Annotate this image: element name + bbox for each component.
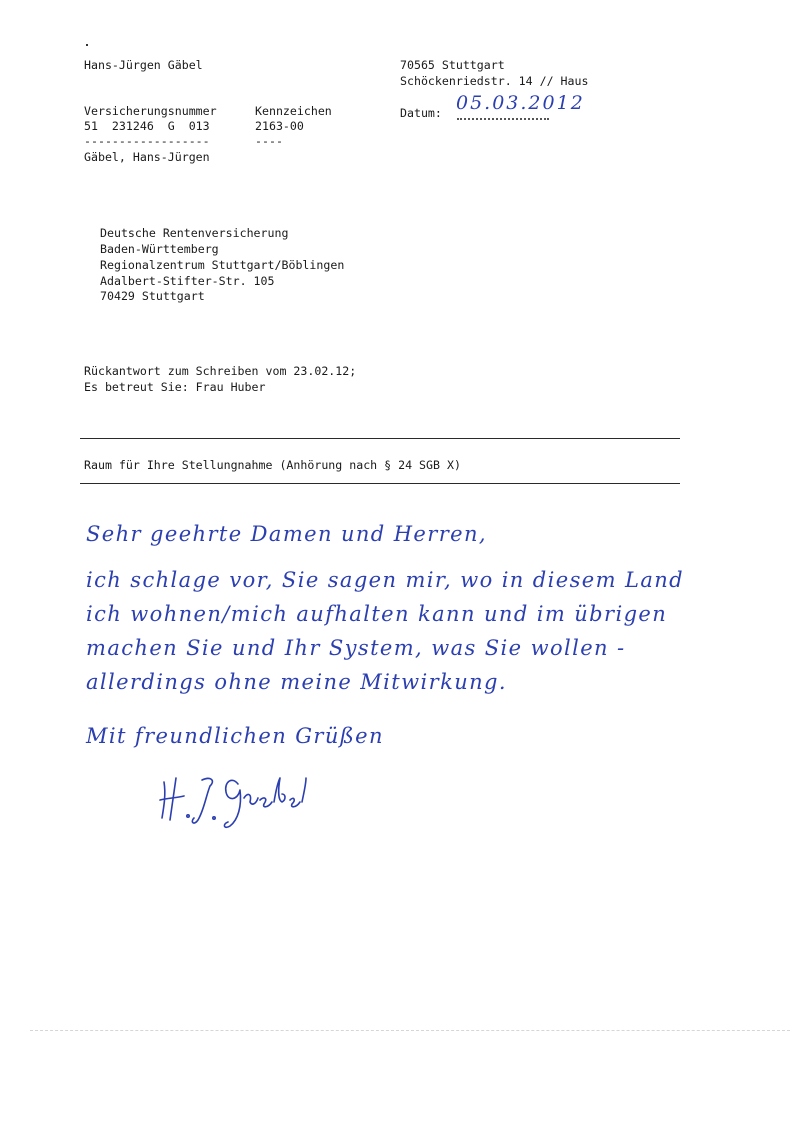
plate-value: 2163-00 (255, 119, 304, 133)
recipient-line: Deutsche Rentenversicherung (100, 226, 289, 240)
handwritten-closing: Mit freundlichen Grüßen (86, 724, 384, 748)
scan-artifact-line (30, 1030, 790, 1031)
statement-bottom-rule (80, 483, 680, 484)
date-label: Datum: (400, 106, 442, 120)
recipient-line: 70429 Stuttgart (100, 289, 205, 303)
insurance-number-label: Versicherungsnummer (84, 104, 217, 118)
insurance-number-value: 51 231246 G 013 (84, 119, 210, 133)
holder-name: Gäbel, Hans-Jürgen (84, 150, 210, 164)
statement-label: Raum für Ihre Stellungnahme (Anhörung nach § 24 SGB X) (84, 458, 461, 472)
handwritten-salutation: Sehr geehrte Damen und Herren, (86, 522, 487, 546)
recipient-line: Adalbert-Stifter-Str. 105 (100, 274, 275, 288)
signature (158, 772, 308, 832)
insurance-number-underline: ------------------ (84, 134, 210, 148)
sender-city: 70565 Stuttgart (400, 58, 505, 72)
sender-name: Hans-Jürgen Gäbel (84, 58, 203, 72)
recipient-line: Baden-Württemberg (100, 242, 219, 256)
date-dotted-line (457, 118, 549, 120)
margin-dot (86, 44, 88, 46)
handwritten-body-line: allerdings ohne meine Mitwirkung. (86, 670, 507, 694)
reply-contact: Es betreut Sie: Frau Huber (84, 380, 266, 394)
handwritten-body-line: ich schlage vor, Sie sagen mir, wo in diesem Land (86, 568, 685, 592)
statement-top-rule (80, 438, 680, 439)
reply-reference: Rückantwort zum Schreiben vom 23.02.12; (84, 364, 357, 378)
date-handwritten: 05.03.2012 (456, 92, 585, 114)
recipient-line: Regionalzentrum Stuttgart/Böblingen (100, 258, 345, 272)
handwritten-body-line: machen Sie und Ihr System, was Sie wollen - (86, 636, 626, 660)
plate-underline: ---- (255, 134, 283, 148)
sender-street: Schöckenriedstr. 14 // Haus (400, 74, 589, 88)
handwritten-body-line: ich wohnen/mich aufhalten kann und im übrigen (86, 602, 668, 626)
plate-label: Kennzeichen (255, 104, 332, 118)
